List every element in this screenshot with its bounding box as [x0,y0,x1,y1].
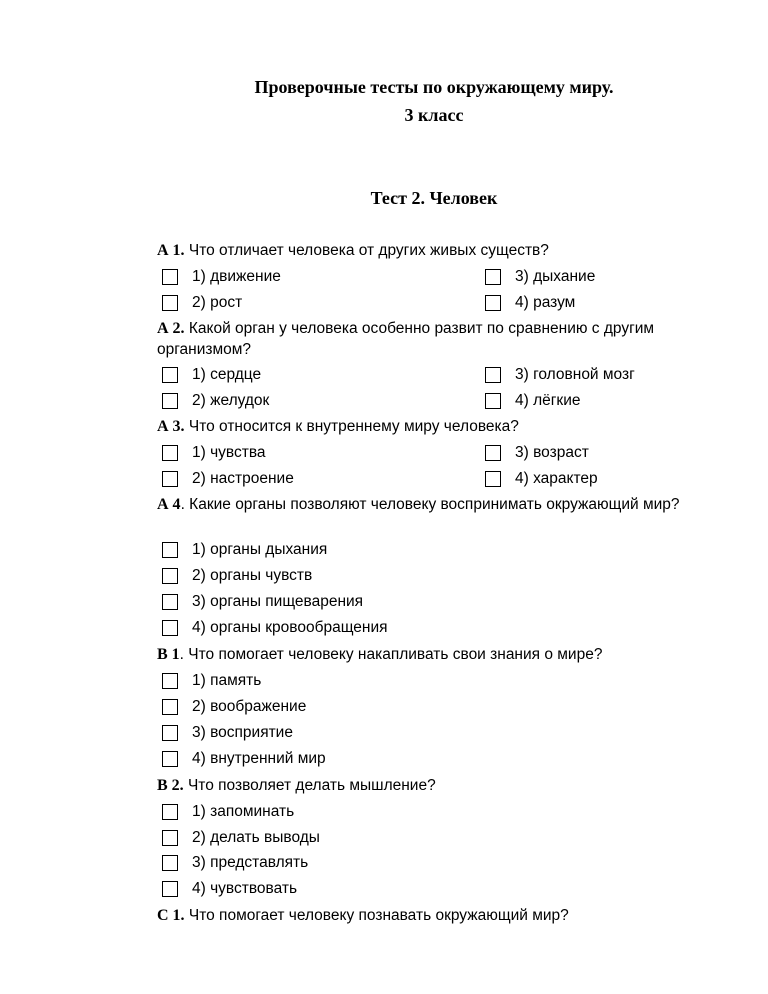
option-a4-1[interactable] [162,540,327,560]
option-label: 4) чувствовать [192,880,298,897]
question-code: В 2. [157,777,184,794]
option-a2-4[interactable] [485,391,580,411]
option-label: 2) желудок [192,392,270,409]
checkbox[interactable] [162,471,178,487]
question-b1 [157,644,697,665]
option-label: 3) дыхание [515,268,596,285]
option-label: 4) внутренний мир [192,750,326,767]
question-text: Что помогает человеку познавать окружающий мир? [184,907,569,924]
option-b1-3[interactable] [162,723,293,743]
option-a1-3[interactable] [485,267,595,287]
option-label: 2) рост [192,294,243,311]
checkbox[interactable] [162,568,178,584]
question-text: . Какие органы позволяют человеку воспринимать окружающий мир? [180,496,680,513]
checkbox[interactable] [162,673,178,689]
checkbox[interactable] [162,445,178,461]
option-label: 1) сердце [192,366,262,383]
question-code: А 1. [157,242,185,259]
option-a1-4[interactable] [485,293,575,313]
question-a3 [157,416,697,437]
option-b1-1[interactable] [162,671,261,691]
option-label: 2) воображение [192,698,307,715]
question-code: А 3. [157,418,185,435]
option-label: 3) головной мозг [515,366,635,383]
checkbox[interactable] [485,367,501,383]
question-c1 [157,905,697,926]
checkbox[interactable] [162,881,178,897]
option-a3-1[interactable] [162,443,266,463]
question-a1 [157,240,697,261]
option-label: 3) органы пищеварения [192,593,364,610]
option-b2-4[interactable] [162,879,297,899]
question-code: В 1 [157,646,180,663]
checkbox[interactable] [162,620,178,636]
option-a3-3[interactable] [485,443,589,463]
option-a1-2[interactable] [162,293,242,313]
checkbox[interactable] [485,445,501,461]
option-label: 4) органы кровообращения [192,619,388,636]
question-code: А 4 [157,496,181,513]
question-text: Что отличает человека от других живых существ? [184,242,549,259]
option-label: 4) лёгкие [515,392,581,409]
option-label: 4) характер [515,470,598,487]
checkbox[interactable] [162,393,178,409]
checkbox[interactable] [485,393,501,409]
option-label: 4) разум [515,294,576,311]
option-a4-4[interactable] [162,618,388,638]
option-b2-1[interactable] [162,802,294,822]
option-label: 3) восприятие [192,724,293,741]
checkbox[interactable] [162,830,178,846]
option-label: 2) делать выводы [192,829,320,846]
option-a4-3[interactable] [162,592,363,612]
option-a3-4[interactable] [485,469,598,489]
option-a1-1[interactable] [162,267,281,287]
option-label: 3) возраст [515,444,589,461]
option-label: 2) органы чувств [192,567,313,584]
checkbox[interactable] [162,725,178,741]
option-a2-3[interactable] [485,365,635,385]
checkbox[interactable] [485,295,501,311]
checkbox[interactable] [162,699,178,715]
question-text: . Что помогает человеку накапливать свои знания о мире? [179,646,603,663]
question-text: Что позволяет делать мышление? [183,777,436,794]
option-a3-2[interactable] [162,469,294,489]
option-b1-2[interactable] [162,697,306,717]
checkbox[interactable] [162,367,178,383]
option-label: 1) органы дыхания [192,541,328,558]
option-a2-2[interactable] [162,391,269,411]
option-b1-4[interactable] [162,749,326,769]
checkbox[interactable] [162,295,178,311]
test-title: Тест 2. Человек [370,188,498,208]
option-b2-3[interactable] [162,853,308,873]
checkbox[interactable] [485,269,501,285]
option-label: 1) движение [192,268,281,285]
checkbox[interactable] [162,855,178,871]
question-text: Что относится к внутреннему миру человека? [184,418,519,435]
question-a4 [157,494,697,515]
option-label: 1) память [192,672,262,689]
checkbox[interactable] [485,471,501,487]
option-label: 1) запоминать [192,803,295,820]
option-label: 1) чувства [192,444,266,461]
option-a2-1[interactable] [162,365,261,385]
question-code: А 2. [157,320,185,337]
question-text: Какой орган у человека особенно развит по сравнению с другим организмом? [157,320,655,358]
checkbox[interactable] [162,594,178,610]
checkbox[interactable] [162,269,178,285]
option-b2-2[interactable] [162,828,320,848]
option-label: 2) настроение [192,470,294,487]
grade-label: 3 класс [404,105,464,125]
option-label: 3) представлять [192,854,309,871]
option-a4-2[interactable] [162,566,312,586]
checkbox[interactable] [162,751,178,767]
question-code: С 1. [157,907,185,924]
question-b2 [157,775,697,796]
document-title: Проверочные тесты по окружающему миру. [254,77,614,97]
checkbox[interactable] [162,542,178,558]
checkbox[interactable] [162,804,178,820]
question-a2 [157,318,697,360]
